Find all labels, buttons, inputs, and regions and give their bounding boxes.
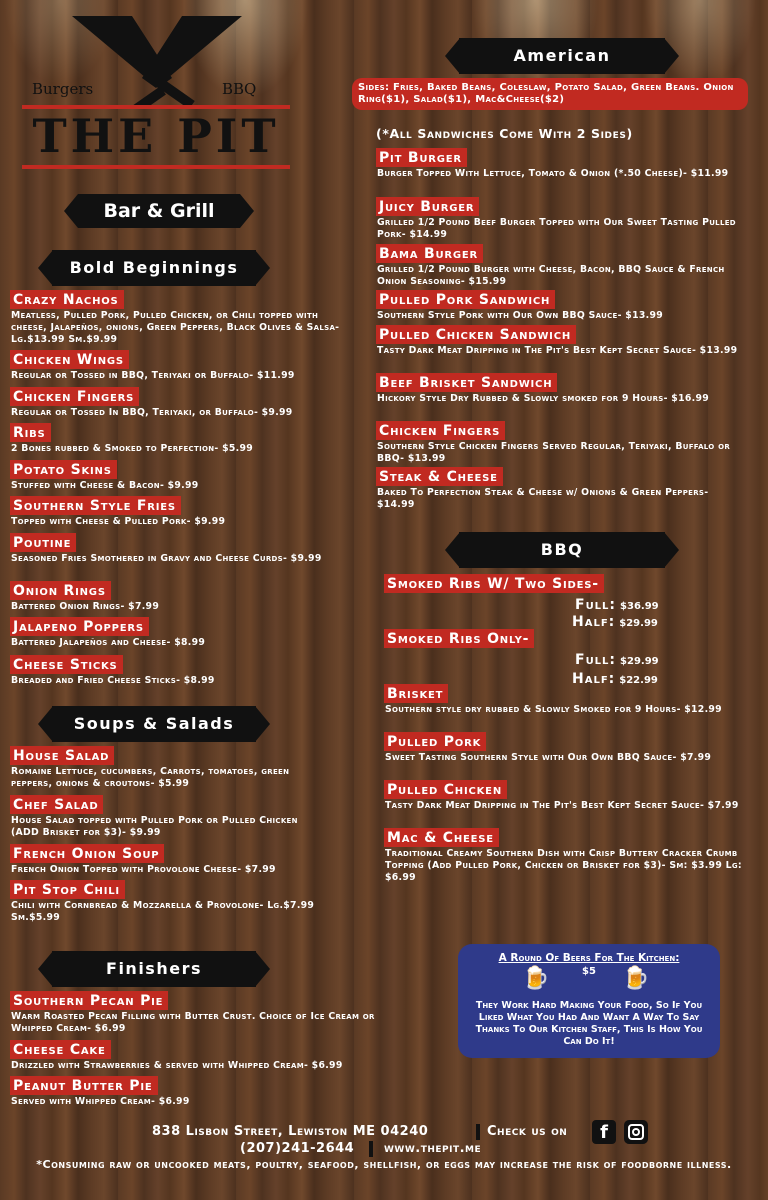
bold-beginnings-item-desc: Stuffed with Cheese & Bacon- $9.99 xyxy=(11,480,199,491)
american-item-desc: Grilled 1/2 Pound Burger with Cheese, Bacon, BBQ Sauce & French Onion Seasoning- $15.99 xyxy=(377,264,725,287)
bold-beginnings-item-title: Potato Skins xyxy=(10,460,117,479)
bbq-ribs-two-sides-half: Half: $29.99 xyxy=(572,614,658,630)
bold-beginnings-item-desc: Regular or Tossed in BBQ, Teriyaki or Buffalo- $11.99 xyxy=(11,370,295,381)
finishers-item-title: Peanut Butter Pie xyxy=(10,1076,158,1095)
bold-beginnings-item-title: Jalapeno Poppers xyxy=(10,617,149,636)
american-item-title: Pulled Chicken Sandwich xyxy=(376,325,576,344)
section-banner-bold-beginnings: Bold Beginnings xyxy=(38,250,270,286)
bbq-item-desc: Traditional Creamy Southern Dish with Crisp Buttery Cracker Crumb Topping (Add Pulled Pork, Chicken or Brisket for $3)- Sm: $3.99 Lg: $6.99 xyxy=(385,848,742,883)
footer-website[interactable]: www.thepit.me xyxy=(384,1141,482,1156)
section-banner-finishers: Finishers xyxy=(38,951,270,987)
bold-beginnings-item-desc: Regular or Tossed In BBQ, Teriyaki, or Buffalo- $9.99 xyxy=(11,407,293,418)
bold-beginnings-item-desc: Battered Jalapeños and Cheese- $8.99 xyxy=(11,637,206,648)
american-item-desc: Southern Style Pork with Our Own BBQ Sauce- $13.99 xyxy=(377,310,663,321)
logo-subtitle-ribbon xyxy=(64,194,254,228)
bold-beginnings-item-desc: Topped with Cheese & Pulled Pork- $9.99 xyxy=(11,516,226,527)
american-item-title: Bama Burger xyxy=(376,244,483,263)
logo-right-tag: BBQ xyxy=(222,80,257,98)
american-sides-box xyxy=(352,78,748,110)
american-sides-text: Sides: Fries, Baked Beans, Coleslaw, Potato Salad, Green Beans. Onion Ring($1), Salad($1), Mac&Cheese($2) xyxy=(358,82,734,105)
bold-beginnings-item-title: Cheese Sticks xyxy=(10,655,123,674)
finishers-item-title: Cheese Cake xyxy=(10,1040,111,1059)
section-banner-american: American xyxy=(445,38,679,74)
bbq-item-desc: Southern style dry rubbed & Slowly Smoked for 9 Hours- $12.99 xyxy=(385,704,722,715)
finishers-item-desc: Warm Roasted Pecan Filling with Butter Crust. Choice of Ice Cream or Whipped Cream- $6.99 xyxy=(11,1011,375,1034)
bold-beginnings-item-title: Ribs xyxy=(10,423,51,442)
bbq-item-title: Brisket xyxy=(384,684,448,703)
american-item-title: Chicken Fingers xyxy=(376,421,505,440)
section-banner-bbq: BBQ xyxy=(445,532,679,568)
logo-subtitle: Bar & Grill xyxy=(103,200,215,222)
footer-check-us: Check us on xyxy=(487,1124,568,1139)
footer-disclaimer: *Consuming raw or uncooked meats, poultry, seafood, shellfish, or eggs may increase the risk of foodborne illness. xyxy=(36,1158,732,1171)
bbq-item-title: Pulled Pork xyxy=(384,732,486,751)
american-item-desc: Hickory Style Dry Rubbed & Slowly smoked for 9 Hours- $16.99 xyxy=(377,393,709,404)
beer-mug-icon: 🍺 xyxy=(522,966,550,991)
bold-beginnings-item-title: Poutine xyxy=(10,533,76,552)
beers-title: A Round Of Beers For The Kitchen: xyxy=(498,952,680,964)
bold-beginnings-item-desc: Seasoned Fries Smothered in Gravy and Cheese Curds- $9.99 xyxy=(11,553,322,564)
american-item-desc: Southern Style Chicken Fingers Served Regular, Teriyaki, Buffalo or BBQ- $13.99 xyxy=(377,441,731,464)
finishers-item-title: Southern Pecan Pie xyxy=(10,991,168,1010)
american-item-title: Juicy Burger xyxy=(376,197,479,216)
bold-beginnings-item-title: Chicken Wings xyxy=(10,350,129,369)
logo-bottom-line xyxy=(22,165,290,169)
american-item-title: Beef Brisket Sandwich xyxy=(376,373,557,392)
american-item-desc: Burger Topped With Lettuce, Tomato & Onion (*.50 Cheese)- $11.99 xyxy=(377,168,729,179)
footer-address: 838 Lisbon Street, Lewiston ME 04240 xyxy=(152,1124,429,1139)
american-item-title: Pit Burger xyxy=(376,148,467,167)
logo xyxy=(22,8,292,238)
bold-beginnings-item-title: Crazy Nachos xyxy=(10,290,124,309)
american-item-desc: Baked To Perfection Steak & Cheese w/ Onions & Green Peppers- $14.99 xyxy=(377,487,709,510)
finishers-item-desc: Drizzled with Strawberries & served with Whipped Cream- $6.99 xyxy=(11,1060,343,1071)
section-banner-soups-salads: Soups & Salads xyxy=(38,706,270,742)
logo-left-tag: Burgers xyxy=(32,80,94,98)
bold-beginnings-item-title: Onion Rings xyxy=(10,581,111,600)
soups-salads-item-title: Chef Salad xyxy=(10,795,103,814)
american-item-title: Steak & Cheese xyxy=(376,467,503,486)
soups-salads-item-desc: French Onion Topped with Provolone Cheese- $7.99 xyxy=(11,864,276,875)
soups-salads-item-title: House Salad xyxy=(10,746,114,765)
logo-name: THE PIT xyxy=(32,109,280,163)
bbq-ribs-two-sides-full: Full: $36.99 xyxy=(575,597,659,613)
bold-beginnings-item-desc: Meatless, Pulled Pork, Pulled Chicken, or Chili topped with cheese, Jalapeños, onions, Green Peppers, Black Olives & Salsa- Lg.$13.99 Sm.$9.99 xyxy=(11,310,340,345)
bbq-item-title: Mac & Cheese xyxy=(384,828,499,847)
sandwich-note: (*All Sandwiches Come With 2 Sides) xyxy=(376,126,633,141)
beers-text: They Work Hard Making Your Food, So If You Liked What You Had And Want A Way To Say Thanks To Our Kitchen Staff, This Is How You Can Do It! xyxy=(475,1000,703,1047)
bbq-item-desc: Sweet Tasting Southern Style with Our Own BBQ Sauce- $7.99 xyxy=(385,752,712,763)
footer-phone: (207)241-2644 xyxy=(240,1141,355,1156)
facebook-icon[interactable]: f xyxy=(592,1120,616,1144)
bold-beginnings-item-desc: Breaded and Fried Cheese Sticks- $8.99 xyxy=(11,675,215,686)
american-item-desc: Tasty Dark Meat Dripping in The Pit's Best Kept Secret Sauce- $13.99 xyxy=(377,345,738,356)
bold-beginnings-item-title: Chicken Fingers xyxy=(10,387,139,406)
bbq-item-title: Pulled Chicken xyxy=(384,780,507,799)
american-item-desc: Grilled 1/2 Pound Beef Burger Topped with Our Sweet Tasting Pulled Pork- $14.99 xyxy=(377,217,736,240)
bold-beginnings-item-desc: Battered Onion Rings- $7.99 xyxy=(11,601,160,612)
soups-salads-item-desc: House Salad topped with Pulled Pork or Pulled Chicken (ADD Brisket for $3)- $9.99 xyxy=(11,815,298,838)
bbq-ribs-two-sides-title: Smoked Ribs W/ Two Sides- xyxy=(384,574,604,593)
soups-salads-item-title: Pit Stop Chili xyxy=(10,880,125,899)
beers-for-kitchen-box xyxy=(458,944,720,1058)
soups-salads-item-desc: Romaine Lettuce, cucumbers, Carrots, tomatoes, green peppers, onions & croutons- $5.99 xyxy=(11,766,290,789)
soups-salads-item-desc: Chili with Cornbread & Mozzarella & Provolone- Lg.$7.99 Sm.$5.99 xyxy=(11,900,315,923)
bold-beginnings-item-title: Southern Style Fries xyxy=(10,496,181,515)
bbq-ribs-only-half: Half: $22.99 xyxy=(572,671,658,687)
soups-salads-item-title: French Onion Soup xyxy=(10,844,164,863)
footer-divider xyxy=(476,1124,480,1140)
bbq-ribs-only-full: Full: $29.99 xyxy=(575,652,659,668)
bbq-item-desc: Tasty Dark Meat Dripping in The Pit's Best Kept Secret Sauce- $7.99 xyxy=(385,800,739,811)
instagram-icon[interactable] xyxy=(624,1120,648,1144)
footer-divider xyxy=(369,1141,373,1157)
american-item-title: Pulled Pork Sandwich xyxy=(376,290,555,309)
bold-beginnings-item-desc: 2 Bones rubbed & Smoked to Perfection- $5.99 xyxy=(11,443,253,454)
bbq-ribs-only-title: Smoked Ribs Only- xyxy=(384,629,534,648)
finishers-item-desc: Served with Whipped Cream- $6.99 xyxy=(11,1096,190,1107)
beers-price: $5 xyxy=(582,966,596,977)
beer-mug-icon: 🍺 xyxy=(622,966,650,991)
